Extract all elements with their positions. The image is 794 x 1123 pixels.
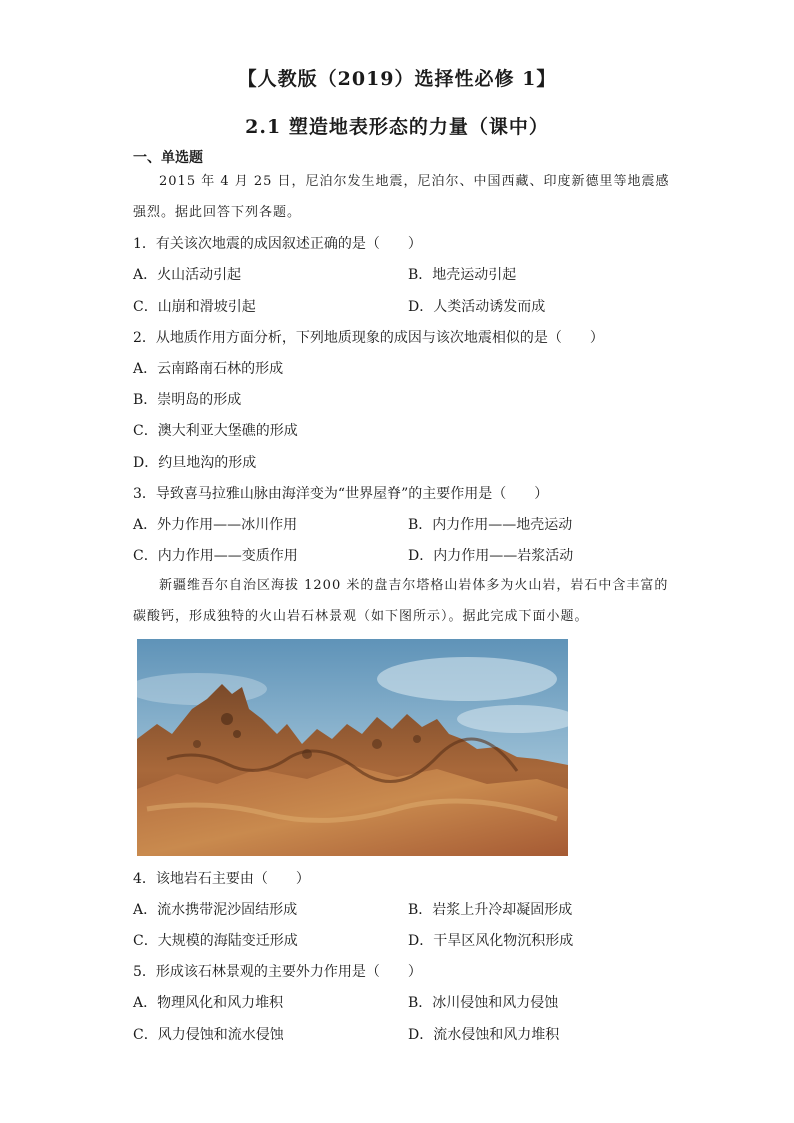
question-3-option-d: D．内力作用——岩浆活动 (408, 548, 574, 564)
question-1-option-b: B．地壳运动引起 (408, 267, 517, 283)
question-3-option-a: A．外力作用——冰川作用 (133, 517, 298, 533)
question-2-option-a: A．云南路南石林的形成 (133, 361, 284, 377)
question-1-stem: 1．有关该次地震的成因叙述正确的是（ ） (133, 236, 422, 252)
question-3-stem: 3．导致喜马拉雅山脉由海洋变为“世界屋脊”的主要作用是（ ） (133, 486, 549, 502)
question-4-option-c: C．大规模的海陆变迁形成 (133, 933, 298, 949)
question-3-option-c: C．内力作用——变质作用 (133, 548, 298, 564)
question-5-option-c: C．风力侵蚀和流水侵蚀 (133, 1027, 284, 1043)
question-4-stem: 4．该地岩石主要由（ ） (133, 871, 310, 887)
question-2-option-d: D．约旦地沟的形成 (133, 455, 257, 471)
question-5-option-a: A．物理风化和风力堆积 (133, 995, 284, 1011)
question-1-option-a: A．火山活动引起 (133, 267, 242, 283)
passage-volcanic-stone-forest: 新疆维吾尔自治区海拔 1200 米的盘吉尔塔格山岩体多为火山岩，岩石中含丰富的碳酸钙，形成独特的火山岩石林景观（如下图所示）。据此完成下面小题。 (133, 578, 669, 624)
question-2-stem: 2．从地质作用方面分析，下列地质现象的成因与该次地震相似的是（ ） (133, 330, 604, 346)
document-subtitle: 2.1 塑造地表形态的力量（课中） (245, 116, 549, 138)
document-title: 【人教版（2019）选择性必修 1】 (237, 68, 557, 90)
question-2-option-b: B．崇明岛的形成 (133, 392, 242, 408)
question-3-option-b: B．内力作用——地壳运动 (408, 517, 573, 533)
question-5-option-d: D．流水侵蚀和风力堆积 (408, 1027, 560, 1043)
question-4-option-b: B．岩浆上升冷却凝固形成 (408, 902, 573, 918)
stone-forest-photo (137, 639, 568, 856)
question-5-option-b: B．冰川侵蚀和风力侵蚀 (408, 995, 559, 1011)
section-heading: 一、单选题 (133, 150, 203, 166)
question-5-stem: 5．形成该石林景观的主要外力作用是（ ） (133, 964, 422, 980)
question-4-option-d: D．干旱区风化物沉积形成 (408, 933, 574, 949)
question-1-option-d: D．人类活动诱发而成 (408, 299, 546, 315)
question-2-option-c: C．澳大利亚大堡礁的形成 (133, 423, 298, 439)
question-4-option-a: A．流水携带泥沙固结形成 (133, 902, 298, 918)
passage-earthquake: 2015 年 4 月 25 日，尼泊尔发生地震，尼泊尔、中国西藏、印度新德里等地震感强烈。据此回答下列各题。 (133, 174, 670, 220)
question-1-option-c: C．山崩和滑坡引起 (133, 299, 256, 315)
